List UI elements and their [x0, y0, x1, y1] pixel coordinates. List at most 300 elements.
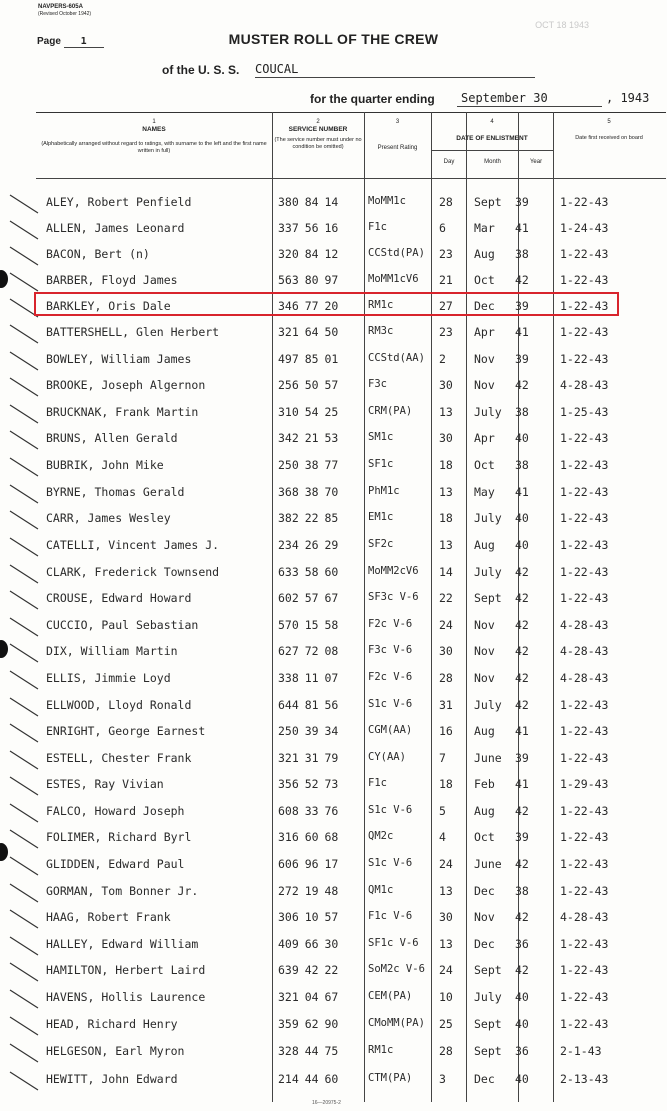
rating: QM2c	[368, 830, 394, 842]
service-number: 627 72 08	[278, 644, 339, 658]
enlist-day: 6	[439, 221, 446, 235]
enlist-day: 27	[439, 299, 453, 313]
crew-name: HALLEY, Edward William	[46, 937, 199, 951]
enlist-day: 24	[439, 963, 453, 977]
enlist-day: 30	[439, 910, 453, 924]
received-date: 1-22-43	[560, 458, 609, 472]
received-date: 1-22-43	[560, 299, 609, 313]
service-number: 250 38 77	[278, 458, 339, 472]
received-date: 1-22-43	[560, 431, 609, 445]
crew-name: BUBRIK, John Mike	[46, 458, 164, 472]
crew-name: CATELLI, Vincent James J.	[46, 538, 220, 552]
table-row	[0, 957, 667, 983]
col-names-number: 1	[152, 119, 156, 125]
table-row	[0, 267, 667, 293]
received-date: 1-25-43	[560, 405, 609, 419]
rating: S1c V-6	[368, 804, 413, 816]
crew-name: BROOKE, Joseph Algernon	[46, 378, 206, 392]
enlist-month: Oct	[474, 273, 495, 287]
crew-name: HEWITT, John Edward	[46, 1072, 178, 1086]
enlist-month: Dec	[474, 884, 495, 898]
table-row	[0, 425, 667, 451]
enlist-month: Sept	[474, 1044, 502, 1058]
enlist-day: 30	[439, 644, 453, 658]
received-date: 4-28-43	[560, 671, 609, 685]
crew-name: CROUSE, Edward Howard	[46, 591, 192, 605]
check-tick-icon	[8, 425, 44, 451]
col-day-header: Day	[443, 159, 455, 165]
enlist-day: 2	[439, 352, 446, 366]
service-number: 316 60 68	[278, 830, 339, 844]
rating: F2c V-6	[368, 618, 413, 630]
received-stamp: OCT 18 1943	[535, 20, 589, 30]
enlist-year: 38	[515, 884, 529, 898]
crew-name: BOWLEY, William James	[46, 352, 192, 366]
enlist-day: 18	[439, 511, 453, 525]
enlist-year: 42	[515, 804, 529, 818]
crew-name: FOLIMER, Richard Byrl	[46, 830, 192, 844]
col-rating-header	[366, 119, 429, 152]
crew-name: DIX, William Martin	[46, 644, 178, 658]
received-date: 1-22-43	[560, 565, 609, 579]
enlist-year: 42	[515, 273, 529, 287]
enlist-year: 41	[515, 325, 529, 339]
received-date: 1-22-43	[560, 698, 609, 712]
service-number: 328 44 75	[278, 1044, 339, 1058]
crew-name: HELGESON, Earl Myron	[46, 1044, 185, 1058]
received-date: 1-22-43	[560, 857, 609, 871]
enlist-day: 16	[439, 724, 453, 738]
enlist-month: Dec	[474, 1072, 495, 1086]
enlist-year: 40	[515, 538, 529, 552]
rating: QM1c	[368, 884, 394, 896]
rating: MoMM1cV6	[368, 273, 419, 285]
received-date: 4-28-43	[560, 910, 609, 924]
enlist-year: 40	[515, 431, 529, 445]
enlist-day: 23	[439, 247, 453, 261]
rating: EM1c	[368, 511, 394, 523]
rating: F3c V-6	[368, 644, 413, 656]
check-tick-icon	[8, 931, 44, 957]
table-row	[0, 665, 667, 691]
rating: F1c	[368, 221, 387, 233]
service-number: 639 42 22	[278, 963, 339, 977]
rating: MoMM2cV6	[368, 565, 419, 577]
enlist-year: 39	[515, 195, 529, 209]
rating: CY(AA)	[368, 751, 406, 763]
enlist-month: Oct	[474, 458, 495, 472]
received-date: 2-1-43	[560, 1044, 602, 1058]
col-service-header	[274, 119, 362, 151]
table-row	[0, 745, 667, 771]
enlist-month: July	[474, 990, 502, 1004]
enlist-day: 24	[439, 618, 453, 632]
enlist-year: 41	[515, 777, 529, 791]
received-date: 1-22-43	[560, 485, 609, 499]
service-number: 380 84 14	[278, 195, 339, 209]
check-tick-icon	[8, 346, 44, 372]
service-number: 382 22 85	[278, 511, 339, 525]
quarter-date-value: September 30	[461, 91, 548, 105]
page-label-text: Page	[37, 36, 61, 47]
table-row	[0, 559, 667, 585]
enlist-year: 36	[515, 937, 529, 951]
received-date: 1-22-43	[560, 511, 609, 525]
rating: CTM(PA)	[368, 1072, 413, 1084]
service-number: 342 21 53	[278, 431, 339, 445]
enlist-month: Nov	[474, 352, 495, 366]
enlist-year: 40	[515, 1017, 529, 1031]
rating: F1c	[368, 777, 387, 789]
enlist-month: Sept	[474, 591, 502, 605]
quarter-year: , 1943	[606, 91, 650, 105]
service-number: 310 54 25	[278, 405, 339, 419]
table-row	[0, 931, 667, 957]
quarter-label: for the quarter ending	[310, 92, 435, 106]
col-month-header: Month	[484, 159, 501, 165]
enlist-day: 21	[439, 273, 453, 287]
table-row	[0, 984, 667, 1010]
service-number: 321 31 79	[278, 751, 339, 765]
check-tick-icon	[8, 851, 44, 877]
check-tick-icon	[8, 585, 44, 611]
crew-name: ALEY, Robert Penfield	[46, 195, 192, 209]
crew-name: BARKLEY, Oris Dale	[46, 299, 171, 313]
table-row	[0, 241, 667, 267]
received-date: 1-22-43	[560, 884, 609, 898]
enlist-day: 22	[439, 591, 453, 605]
enlist-day: 25	[439, 1017, 453, 1031]
received-date: 1-22-43	[560, 325, 609, 339]
rating: SF2c	[368, 538, 394, 550]
enlist-year: 42	[515, 963, 529, 977]
rating: MoMM1c	[368, 195, 406, 207]
service-number: 497 85 01	[278, 352, 339, 366]
enlist-month: Aug	[474, 804, 495, 818]
col-service-title: SERVICE NUMBER	[288, 126, 348, 133]
enlist-year: 39	[515, 352, 529, 366]
table-row	[0, 612, 667, 638]
enlist-day: 14	[439, 565, 453, 579]
service-number: 320 84 12	[278, 247, 339, 261]
crew-name: ALLEN, James Leonard	[46, 221, 185, 235]
check-tick-icon	[8, 1038, 44, 1064]
enlist-month: July	[474, 565, 502, 579]
service-number: 644 81 56	[278, 698, 339, 712]
rating: S1c V-6	[368, 698, 413, 710]
enlist-day: 3	[439, 1072, 446, 1086]
highlighted-row-box	[34, 292, 619, 316]
received-date: 1-24-43	[560, 221, 609, 235]
rating: PhM1c	[368, 485, 400, 497]
col-service-number: 2	[316, 119, 320, 125]
enlist-day: 18	[439, 777, 453, 791]
check-tick-icon	[8, 532, 44, 558]
rating: CEM(PA)	[368, 990, 413, 1002]
col-received-number: 5	[607, 119, 611, 125]
crew-name: HAVENS, Hollis Laurence	[46, 990, 206, 1004]
enlist-year: 38	[515, 247, 529, 261]
rating: SoM2c V-6	[368, 963, 425, 975]
crew-name: HAAG, Robert Frank	[46, 910, 171, 924]
rating: CRM(PA)	[368, 405, 413, 417]
crew-name: BRUCKNAK, Frank Martin	[46, 405, 199, 419]
rating: RM3c	[368, 325, 394, 337]
received-date: 1-22-43	[560, 273, 609, 287]
table-row	[0, 638, 667, 664]
check-tick-icon	[8, 319, 44, 345]
received-date: 4-28-43	[560, 618, 609, 632]
service-number: 359 62 90	[278, 1017, 339, 1031]
check-tick-icon	[8, 957, 44, 983]
enlist-month: Nov	[474, 671, 495, 685]
enlist-day: 28	[439, 195, 453, 209]
service-number: 321 04 67	[278, 990, 339, 1004]
enlist-month: Aug	[474, 247, 495, 261]
enlist-year: 42	[515, 378, 529, 392]
enlist-day: 18	[439, 458, 453, 472]
service-number: 338 11 07	[278, 671, 339, 685]
received-date: 1-22-43	[560, 990, 609, 1004]
rating: CMoMM(PA)	[368, 1017, 425, 1029]
table-row	[0, 479, 667, 505]
received-date: 4-28-43	[560, 644, 609, 658]
enlist-day: 13	[439, 538, 453, 552]
enlist-year: 42	[515, 644, 529, 658]
service-number: 608 33 76	[278, 804, 339, 818]
check-tick-icon	[8, 399, 44, 425]
check-tick-icon	[8, 505, 44, 531]
service-number: 409 66 30	[278, 937, 339, 951]
page-number: 1	[64, 36, 104, 48]
check-tick-icon	[8, 559, 44, 585]
enlist-day: 28	[439, 671, 453, 685]
rating: S1c V-6	[368, 857, 413, 869]
received-date: 1-29-43	[560, 777, 609, 791]
check-tick-icon	[8, 638, 44, 664]
enlist-month: Nov	[474, 910, 495, 924]
crew-name: HAMILTON, Herbert Laird	[46, 963, 206, 977]
enlist-month: Oct	[474, 830, 495, 844]
ship-name	[255, 62, 535, 78]
col-year-header: Year	[529, 159, 543, 165]
enlist-day: 13	[439, 405, 453, 419]
table-row	[0, 399, 667, 425]
col-enlistment-header	[432, 119, 552, 142]
enlist-month: Aug	[474, 538, 495, 552]
rating: SF1c	[368, 458, 394, 470]
form-revised: (Revised October 1942)	[38, 11, 92, 17]
check-tick-icon	[8, 904, 44, 930]
enlist-day: 5	[439, 804, 446, 818]
received-date: 1-22-43	[560, 352, 609, 366]
print-code: 16—20975-2	[312, 1100, 341, 1106]
ship-name-value: COUCAL	[255, 62, 299, 76]
enlist-year: 41	[515, 485, 529, 499]
enlist-day: 30	[439, 378, 453, 392]
received-date: 1-22-43	[560, 804, 609, 818]
enlist-month: Feb	[474, 777, 495, 791]
header-bottom-rule	[36, 178, 666, 179]
enlist-year: 42	[515, 910, 529, 924]
enlist-month: Apr	[474, 325, 495, 339]
service-number: 337 56 16	[278, 221, 339, 235]
enlist-month: Nov	[474, 618, 495, 632]
check-tick-icon	[8, 267, 44, 293]
table-row	[0, 585, 667, 611]
enlist-year: 40	[515, 1072, 529, 1086]
crew-name: ENRIGHT, George Earnest	[46, 724, 206, 738]
check-tick-icon	[8, 824, 44, 850]
check-tick-icon	[8, 665, 44, 691]
check-tick-icon	[8, 372, 44, 398]
received-date: 1-22-43	[560, 1017, 609, 1031]
received-date: 1-22-43	[560, 963, 609, 977]
table-row	[0, 1066, 667, 1092]
form-code: NAVPERS-605A	[38, 4, 83, 10]
table-row	[0, 692, 667, 718]
service-number: 250 39 34	[278, 724, 339, 738]
rating: SM1c	[368, 431, 394, 443]
document-title: MUSTER ROLL OF THE CREW	[228, 31, 439, 47]
service-number: 606 96 17	[278, 857, 339, 871]
crew-name: BRUNS, Allen Gerald	[46, 431, 178, 445]
enlist-month: May	[474, 485, 495, 499]
enlist-month: Mar	[474, 221, 495, 235]
crew-name: BATTERSHELL, Glen Herbert	[46, 325, 220, 339]
enlist-month: July	[474, 511, 502, 525]
crew-name: HEAD, Richard Henry	[46, 1017, 178, 1031]
enlist-year: 38	[515, 405, 529, 419]
crew-name: BYRNE, Thomas Gerald	[46, 485, 185, 499]
enlist-year: 39	[515, 751, 529, 765]
received-date: 4-28-43	[560, 378, 609, 392]
service-number: 633 58 60	[278, 565, 339, 579]
table-row	[0, 505, 667, 531]
enlist-year: 42	[515, 698, 529, 712]
enlist-month: Dec	[474, 299, 495, 313]
enlist-year: 40	[515, 511, 529, 525]
check-tick-icon	[8, 1011, 44, 1037]
enlistment-subheader-rule	[431, 150, 553, 151]
table-row	[0, 1011, 667, 1037]
service-number: 563 80 97	[278, 273, 339, 287]
enlist-day: 23	[439, 325, 453, 339]
rating: F2c V-6	[368, 671, 413, 683]
enlist-month: June	[474, 857, 502, 871]
service-number: 214 44 60	[278, 1072, 339, 1086]
enlist-day: 13	[439, 937, 453, 951]
crew-name: CLARK, Frederick Townsend	[46, 565, 220, 579]
table-row	[0, 346, 667, 372]
service-number: 356 52 73	[278, 777, 339, 791]
crew-name: BARBER, Floyd James	[46, 273, 178, 287]
check-tick-icon	[8, 771, 44, 797]
ship-label: of the U. S. S.	[162, 63, 240, 77]
service-number: 234 26 29	[278, 538, 339, 552]
col-received-header	[556, 119, 662, 142]
enlist-year: 41	[515, 221, 529, 235]
rating: RM1c	[368, 299, 394, 311]
col-received-title: Date first received on board	[575, 135, 643, 141]
check-tick-icon	[8, 452, 44, 478]
enlist-month: Nov	[474, 378, 495, 392]
check-tick-icon	[8, 241, 44, 267]
check-tick-icon	[8, 612, 44, 638]
crew-name: ESTES, Ray Vivian	[46, 777, 164, 791]
service-number: 272 19 48	[278, 884, 339, 898]
check-tick-icon	[8, 745, 44, 771]
rating: SF3c V-6	[368, 591, 419, 603]
col-service-note: (The service number must under no condition be omitted)	[274, 137, 362, 150]
crew-name: FALCO, Howard Joseph	[46, 804, 185, 818]
check-tick-icon	[8, 215, 44, 241]
table-row	[0, 798, 667, 824]
service-number: 321 64 50	[278, 325, 339, 339]
received-date: 1-22-43	[560, 247, 609, 261]
table-row	[0, 452, 667, 478]
service-number: 368 38 70	[278, 485, 339, 499]
enlist-month: Sept	[474, 1017, 502, 1031]
received-date: 1-22-43	[560, 195, 609, 209]
service-number: 306 10 57	[278, 910, 339, 924]
crew-name: ESTELL, Chester Frank	[46, 751, 192, 765]
check-tick-icon	[8, 1066, 44, 1092]
rating: CCStd(AA)	[368, 352, 425, 364]
col-enlistment-number: 4	[490, 119, 494, 125]
crew-name: GORMAN, Tom Bonner Jr.	[46, 884, 199, 898]
enlist-month: Dec	[474, 937, 495, 951]
col-names-note: (Alphabetically arranged without regard to ratings, with surname to the left and the first name written in full)	[41, 141, 267, 154]
rating: F1c V-6	[368, 910, 413, 922]
received-date: 1-22-43	[560, 591, 609, 605]
rating: SF1c V-6	[368, 937, 419, 949]
enlist-day: 13	[439, 884, 453, 898]
quarter-date	[457, 91, 602, 107]
table-row	[0, 189, 667, 215]
enlist-month: Aug	[474, 724, 495, 738]
enlist-month: July	[474, 698, 502, 712]
table-row	[0, 771, 667, 797]
enlist-year: 42	[515, 618, 529, 632]
enlist-year: 40	[515, 990, 529, 1004]
col-names-title: NAMES	[142, 126, 166, 133]
rating: CGM(AA)	[368, 724, 413, 736]
crew-name: ELLWOOD, Lloyd Ronald	[46, 698, 192, 712]
service-number: 570 15 58	[278, 618, 339, 632]
crew-name: CUCCIO, Paul Sebastian	[46, 618, 199, 632]
received-date: 1-22-43	[560, 830, 609, 844]
col-names-header	[40, 119, 268, 155]
enlist-day: 4	[439, 830, 446, 844]
enlist-year: 36	[515, 1044, 529, 1058]
table-row	[0, 532, 667, 558]
enlist-year: 42	[515, 591, 529, 605]
received-date: 2-13-43	[560, 1072, 609, 1086]
enlist-year: 42	[515, 671, 529, 685]
service-number: 346 77 20	[278, 299, 339, 313]
enlist-year: 38	[515, 458, 529, 472]
table-row	[0, 718, 667, 744]
crew-name: ELLIS, Jimmie Loyd	[46, 671, 171, 685]
table-row	[0, 824, 667, 850]
enlist-day: 30	[439, 431, 453, 445]
enlist-year: 39	[515, 299, 529, 313]
table-row	[0, 1038, 667, 1064]
enlist-day: 7	[439, 751, 446, 765]
table-row	[0, 215, 667, 241]
enlist-day: 13	[439, 485, 453, 499]
